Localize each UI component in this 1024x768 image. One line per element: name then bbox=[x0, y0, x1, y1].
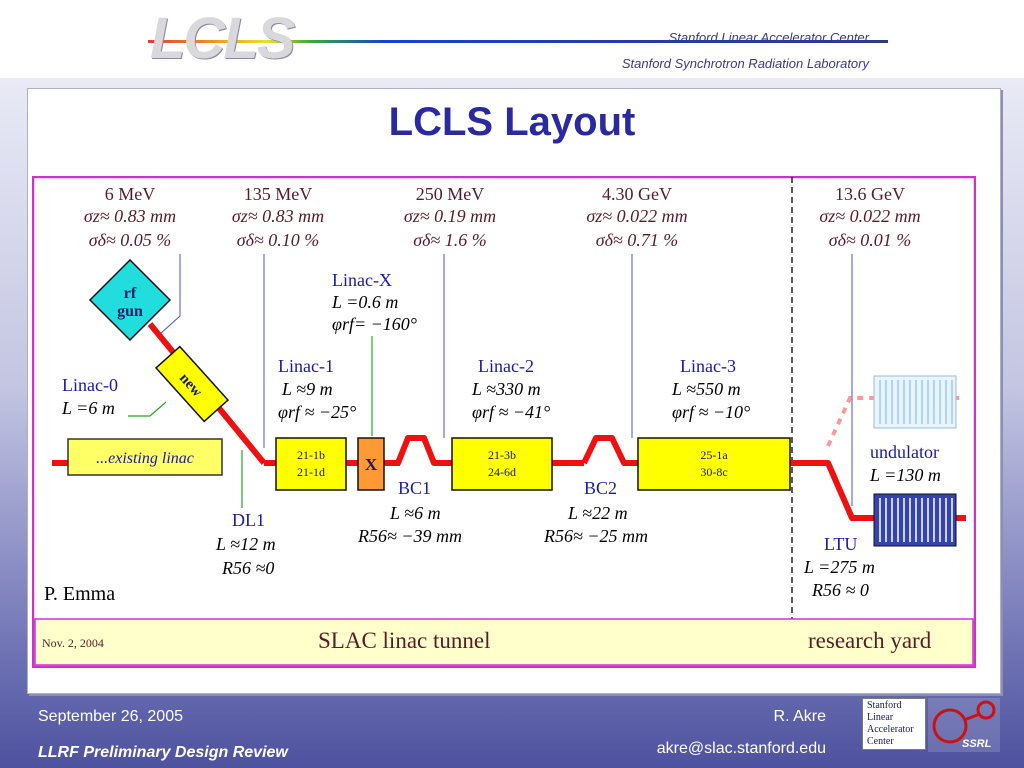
energy-point-3 bbox=[404, 184, 496, 250]
ssrl-logo-text: SSRL bbox=[962, 738, 992, 750]
ltu-length: L =275 m bbox=[804, 557, 875, 577]
slac-logo-line3: Accelerator bbox=[867, 724, 914, 735]
linacx-box-label: X bbox=[364, 455, 378, 474]
linac2-box bbox=[452, 438, 552, 490]
linac0-length: L =6 m bbox=[62, 398, 115, 418]
sigma-z-2: σz≈ 0.83 mm bbox=[231, 206, 325, 226]
sigma-d-4: σδ≈ 0.71 % bbox=[595, 230, 679, 250]
sigma-z-5: σz≈ 0.022 mm bbox=[819, 206, 921, 226]
energy-3: 250 MeV bbox=[415, 184, 485, 204]
linac2-name: Linac-2 bbox=[478, 356, 534, 376]
energy-point-2 bbox=[232, 184, 324, 250]
footer-review-title: LLRF Preliminary Design Review bbox=[38, 744, 288, 761]
bc1-length: L ≈6 m bbox=[390, 503, 441, 523]
slac-logo bbox=[862, 698, 926, 750]
undulator bbox=[874, 494, 956, 546]
future-undulator bbox=[874, 376, 956, 428]
linacx-name: Linac-X bbox=[332, 270, 392, 290]
energy-1: 6 MeV bbox=[104, 184, 156, 204]
bc1-name: BC1 bbox=[398, 478, 432, 498]
slac-logo-line4: Center bbox=[867, 736, 894, 747]
linac3-box-line2: 30-8c bbox=[700, 465, 728, 479]
linac2-box-line2: 24-6d bbox=[488, 465, 516, 479]
sigma-d-3: σδ≈ 1.6 % bbox=[413, 230, 487, 250]
sigma-z-4: σz≈ 0.022 mm bbox=[586, 206, 688, 226]
bc1-r56: R56≈ −39 mm bbox=[358, 526, 463, 546]
sigma-d-2: σδ≈ 0.10 % bbox=[236, 230, 320, 250]
dl1-length: L ≈12 m bbox=[216, 534, 276, 554]
linac1-box-line2: 21-1d bbox=[297, 465, 325, 479]
dl1-r56: R56 ≈0 bbox=[222, 558, 275, 578]
footer-date: September 26, 2005 bbox=[38, 708, 183, 725]
energy-4: 4.30 GeV bbox=[602, 184, 672, 204]
rf-gun-line2: gun bbox=[117, 303, 143, 320]
linac3-box bbox=[638, 438, 790, 490]
sigma-d-1: σδ≈ 0.05 % bbox=[88, 230, 172, 250]
bc2-name: BC2 bbox=[584, 478, 618, 498]
linac2-phase: φrf ≈ −41° bbox=[472, 402, 551, 422]
header bbox=[0, 0, 1024, 78]
footer-author: R. Akre bbox=[773, 708, 826, 725]
author-label: P. Emma bbox=[44, 583, 116, 605]
slac-logo-line2: Linear bbox=[867, 712, 894, 723]
slac-logo-line1: Stanford bbox=[867, 700, 902, 711]
linac3-length: L ≈550 m bbox=[672, 379, 741, 399]
tunnel-label: SLAC linac tunnel bbox=[318, 628, 491, 653]
linacx-phase: φrf= −160° bbox=[332, 314, 417, 334]
linac1-phase: φrf ≈ −25° bbox=[278, 402, 357, 422]
linac3-name: Linac-3 bbox=[680, 356, 736, 376]
linac1-box-line1: 21-1b bbox=[297, 448, 325, 462]
lcls-layout-diagram bbox=[32, 176, 976, 668]
lcls-logo: LCLS bbox=[150, 6, 294, 71]
linac1-box bbox=[276, 438, 346, 490]
sigma-z-3: σz≈ 0.19 mm bbox=[403, 206, 497, 226]
linac3-box-line1: 25-1a bbox=[700, 448, 728, 462]
linac1-name: Linac-1 bbox=[278, 356, 334, 376]
linac1-length: L ≈9 m bbox=[282, 379, 333, 399]
linac3-phase: φrf ≈ −10° bbox=[672, 402, 751, 422]
bc2-length: L ≈22 m bbox=[568, 503, 628, 523]
linac0-name: Linac-0 bbox=[62, 375, 118, 395]
new-label: new bbox=[175, 370, 206, 401]
ltu-name: LTU bbox=[824, 534, 858, 554]
undulator-name: undulator bbox=[870, 442, 939, 462]
rf-gun-line1: rf bbox=[123, 285, 137, 302]
linac2-box-line1: 21-3b bbox=[488, 448, 516, 462]
linac2-length: L ≈330 m bbox=[472, 379, 541, 399]
yard-label: research yard bbox=[808, 628, 932, 653]
date-label: Nov. 2, 2004 bbox=[42, 636, 104, 650]
linacx-length: L =0.6 m bbox=[332, 292, 399, 312]
sigma-z-1: σz≈ 0.83 mm bbox=[83, 206, 177, 226]
bc2-r56: R56≈ −25 mm bbox=[544, 526, 649, 546]
ltu-r56: R56 ≈ 0 bbox=[812, 580, 869, 600]
existing-linac-label: ...existing linac bbox=[96, 450, 194, 467]
institution-slac: Stanford Linear Accelerator Center bbox=[668, 30, 869, 45]
energy-5: 13.6 GeV bbox=[835, 184, 905, 204]
institution-ssrl: Stanford Synchrotron Radiation Laboratory bbox=[621, 56, 869, 71]
slide-title: LCLS Layout bbox=[388, 100, 636, 144]
footer-email: akre@slac.stanford.edu bbox=[656, 740, 826, 757]
energy-2: 135 MeV bbox=[243, 184, 313, 204]
undulator-length: L =130 m bbox=[870, 465, 941, 485]
dl1-name: DL1 bbox=[232, 510, 265, 530]
sigma-d-5: σδ≈ 0.01 % bbox=[828, 230, 912, 250]
